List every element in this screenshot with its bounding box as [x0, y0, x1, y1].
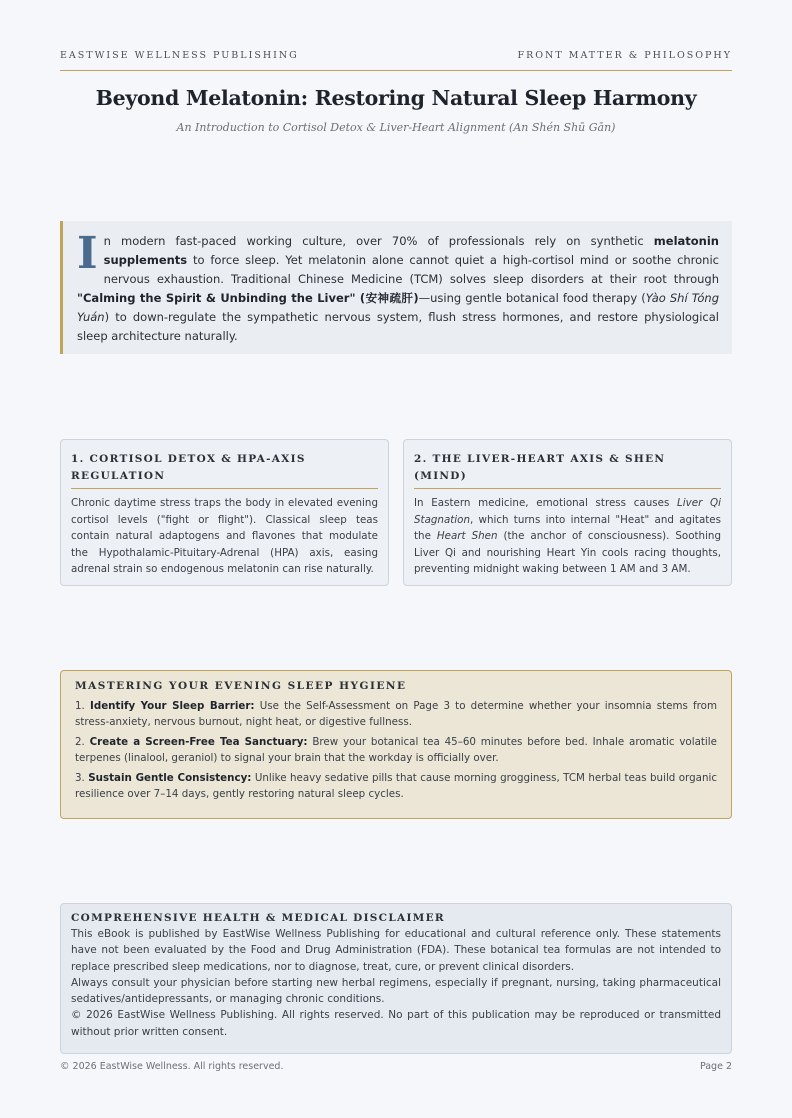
card-text: In Eastern medicine, emotional stress causes — [414, 497, 678, 509]
item-title: Create a Screen-Free Tea Sanctuary: — [89, 736, 308, 748]
intro-text-1: n modern fast-paced working culture, over 70% of professionals rely on synthetic — [103, 234, 654, 248]
page-number: Page 2 — [699, 1061, 732, 1072]
header-publisher: EASTWISE WELLNESS PUBLISHING — [60, 50, 299, 61]
intro-text-4: ) to down-regulate the sympathetic nervous system, flush stress hormones, and restore physiological sleep architecture naturally. — [77, 310, 719, 343]
intro-text-2: to force sleep. Yet melatonin alone cannot quiet a high-cortisol mind or soothe chronic nervous exhaustion. Traditional Chinese Medicine (TCM) solves sleep disorders at their root through — [103, 253, 719, 286]
intro-callout — [60, 221, 732, 354]
disclaimer-heading: COMPREHENSIVE HEALTH & MEDICAL DISCLAIMER — [71, 912, 445, 924]
copyright-notice: © 2026 EastWise Wellness Publishing. All rights reserved. No part of this publication may be reproduced or transmitted without prior written consent. — [71, 1009, 721, 1038]
intro-bold-calming: "Calming the Spirit & Unbinding the Liver" (安神疏肝) — [77, 291, 419, 305]
hygiene-heading: MASTERING YOUR EVENING SLEEP HYGIENE — [75, 680, 407, 692]
sleep-hygiene-box — [60, 670, 732, 819]
intro-text-3: —using gentle botanical food therapy ( — [418, 291, 646, 305]
card-heading: 1. CORTISOL DETOX & HPA-AXIS REGULATION — [71, 451, 378, 489]
header-section: FRONT MATTER & PHILOSOPHY — [517, 50, 732, 61]
item-number: 1. — [75, 700, 85, 712]
item-text: Brew your botanical tea 45–60 minutes before bed. Inhale aromatic volatile terpenes (linalool, geraniol) to signal your brain that the workday is officially over. — [75, 736, 717, 764]
running-header — [60, 50, 732, 71]
card-italic-term: Heart Shen — [436, 530, 498, 542]
card-liver-heart-axis — [403, 439, 732, 586]
item-number: 3. — [75, 772, 85, 784]
medical-disclaimer — [60, 903, 732, 1054]
page-footer — [60, 1061, 732, 1072]
card-text: , which turns into internal "Heat" and agitates the — [414, 513, 721, 542]
page-subtitle: An Introduction to Cortisol Detox & Liver-Heart Alignment (An Shén Shū Gān) — [176, 121, 616, 134]
card-text: (the anchor of consciousness). Soothing Liver Qi and nourishing Heart Yin cools racing thoughts, preventing midnight waking between 1 AM and 3 AM. — [414, 530, 721, 575]
item-title: Identify Your Sleep Barrier: — [90, 700, 255, 712]
card-heading: 2. THE LIVER-HEART AXIS & SHEN (MIND) — [414, 451, 721, 489]
list-item — [75, 770, 717, 802]
card-cortisol-detox — [60, 439, 389, 586]
item-number: 2. — [75, 736, 85, 748]
disclaimer-paragraph: This eBook is published by EastWise Wellness Publishing for educational and cultural reference only. These statements have not been evaluated by the Food and Drug Administration (FDA). These botanical tea formulas are not intended to replace prescribed sleep medications, nor to diagnose, treat, cure, or prevent clinical disorders. — [71, 928, 721, 973]
card-body — [414, 495, 721, 578]
item-title: Sustain Gentle Consistency: — [88, 772, 252, 784]
card-body: Chronic daytime stress traps the body in elevated evening cortisol levels ("fight or flight"). Classical sleep teas contain natural adaptogens and flavones that modulate the Hypothalamic-Pituitary-Adrenal (HPA) axis, easing adrenal strain so endogenous melatonin can rise naturally. — [71, 497, 378, 575]
intro-italic-term: Yào Shí Tóng Yuán — [77, 291, 719, 324]
intro-bold-melatonin: melatonin supplements — [103, 234, 719, 267]
list-item — [75, 734, 717, 766]
item-text: Unlike heavy sedative pills that cause morning grogginess, TCM herbal teas build organic resilience over 7–14 days, gently restoring natural sleep cycles. — [75, 772, 717, 800]
card-italic-term: Liver Qi Stagnation — [414, 497, 721, 526]
item-text: Use the Self-Assessment on Page 3 to determine whether your insomnia stems from stress-anxiety, nervous burnout, night heat, or digestive fullness. — [75, 700, 717, 728]
hygiene-list — [75, 698, 717, 802]
disclaimer-paragraph: Always consult your physician before starting new herbal regimens, especially if pregnant, nursing, taking pharmaceutical sedatives/antidepressants, or managing chronic conditions. — [71, 976, 721, 1006]
page-title: Beyond Melatonin: Restoring Natural Sleep Harmony — [95, 86, 697, 110]
list-item — [75, 698, 717, 730]
drop-cap: I — [77, 228, 98, 279]
footer-copyright: © 2026 EastWise Wellness. All rights reserved. — [60, 1061, 284, 1072]
